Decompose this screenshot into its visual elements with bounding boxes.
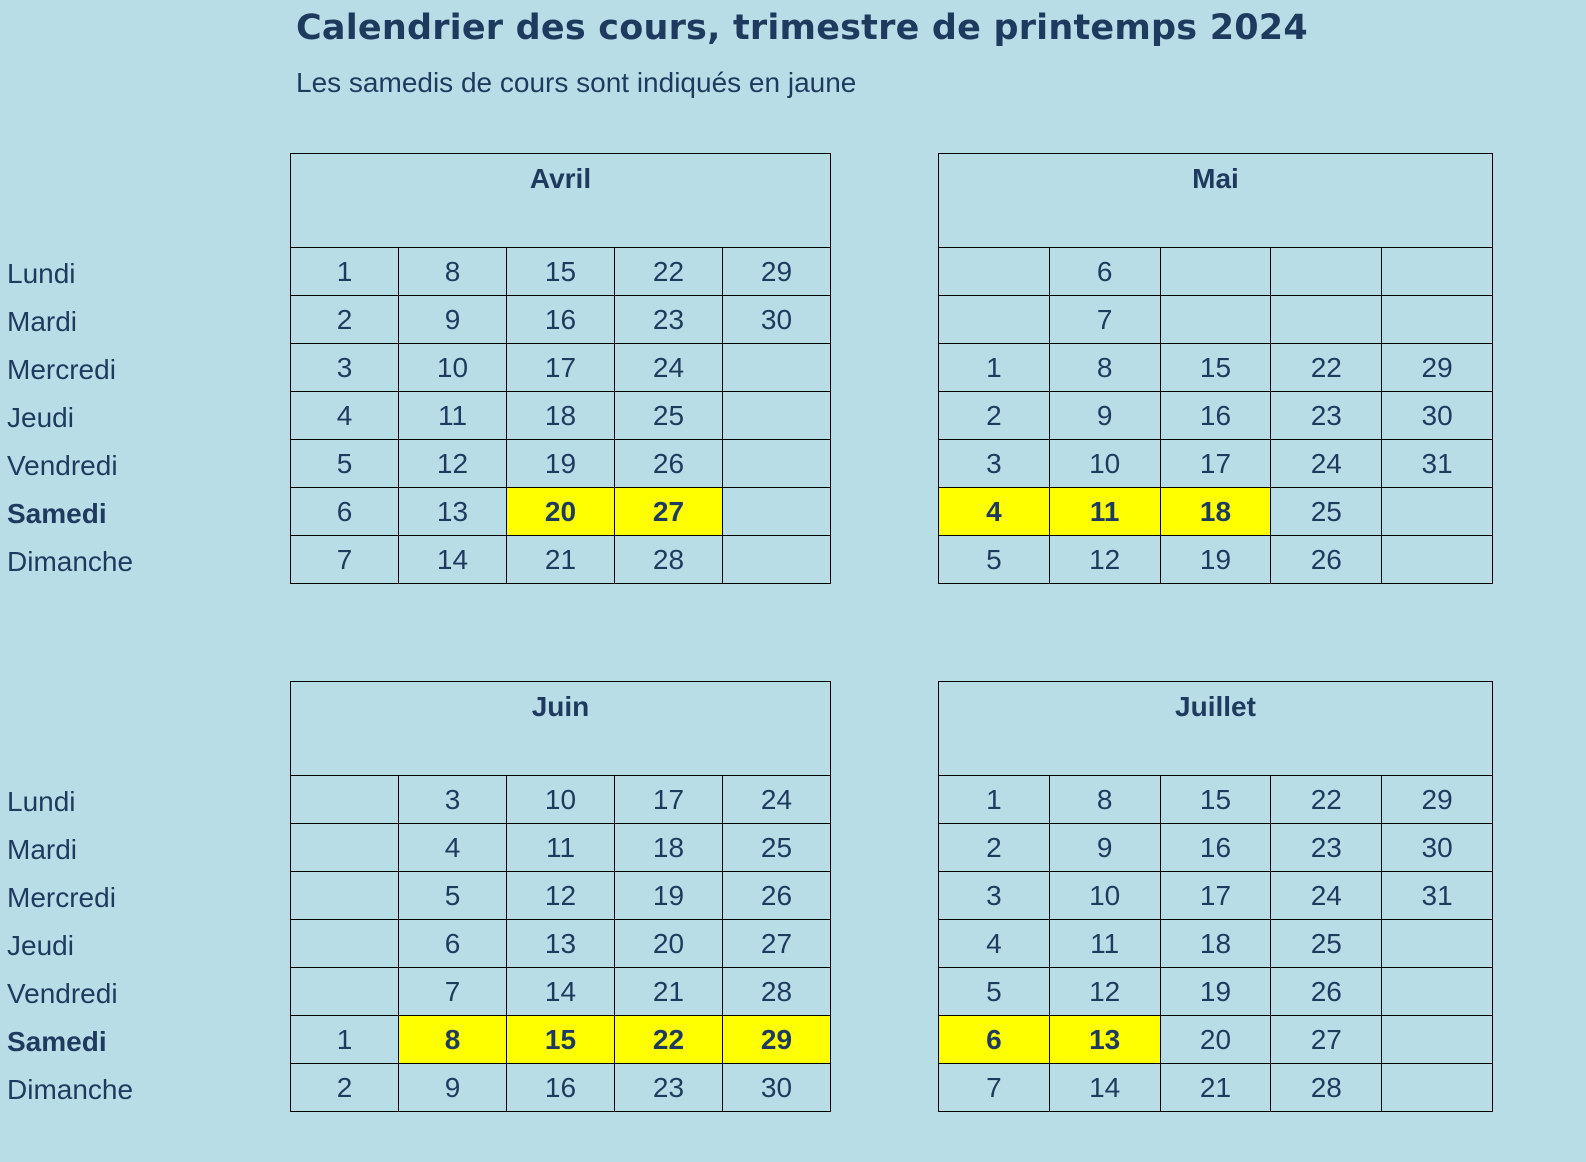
month-title: Juin [291,682,831,776]
day-cell: 12 [507,872,615,920]
day-cell: 16 [1160,392,1271,440]
day-cell: 14 [507,968,615,1016]
day-cell: 24 [723,776,831,824]
day-cell: 24 [1271,440,1382,488]
day-cell [1271,296,1382,344]
week-row [291,536,831,584]
week-row [939,488,1493,536]
day-labels-top [7,250,277,586]
day-cell [723,488,831,536]
highlighted-day-cell: 20 [507,488,615,536]
week-row [939,776,1493,824]
day-cell: 2 [939,824,1050,872]
day-cell: 23 [615,1064,723,1112]
day-cell: 2 [939,392,1050,440]
month-body [291,776,831,1112]
day-cell: 22 [615,248,723,296]
day-cell: 19 [1160,968,1271,1016]
day-cell [291,920,399,968]
week-row [291,776,831,824]
month-table [290,153,831,584]
page-subtitle: Les samedis de cours sont indiqués en jaune [296,67,857,98]
day-cell: 29 [1382,344,1493,392]
day-cell: 31 [1382,440,1493,488]
highlighted-day-cell: 27 [615,488,723,536]
day-cell: 21 [507,536,615,584]
day-cell [291,968,399,1016]
day-cell: 4 [291,392,399,440]
day-cell: 14 [1049,1064,1160,1112]
day-cell: 11 [1049,920,1160,968]
week-row [291,920,831,968]
highlighted-day-cell: 13 [1049,1016,1160,1064]
day-cell: 28 [615,536,723,584]
day-cell [291,824,399,872]
day-cell: 30 [723,296,831,344]
week-row [939,440,1493,488]
month-calendar-avril [290,153,831,584]
week-row [291,392,831,440]
day-cell: 25 [1271,920,1382,968]
day-cell: 20 [1160,1016,1271,1064]
day-cell [1382,488,1493,536]
week-row [939,344,1493,392]
day-cell: 28 [1271,1064,1382,1112]
day-label-samedi: Samedi [7,1026,107,1057]
day-cell: 6 [291,488,399,536]
day-cell: 3 [399,776,507,824]
day-cell: 19 [615,872,723,920]
month-calendar-juillet [938,681,1493,1112]
day-cell: 19 [507,440,615,488]
day-cell: 30 [1382,392,1493,440]
day-cell: 3 [939,872,1050,920]
day-cell: 21 [1160,1064,1271,1112]
day-cell [723,392,831,440]
day-cell: 8 [399,248,507,296]
month-title: Avril [291,154,831,248]
day-cell: 2 [291,296,399,344]
day-cell [1382,1064,1493,1112]
day-label-mardi: Mardi [7,306,78,337]
day-cell: 7 [1049,296,1160,344]
day-label-dimanche: Dimanche [7,1074,134,1105]
day-label-mercredi: Mercredi [7,882,116,913]
day-cell: 14 [399,536,507,584]
day-cell [1160,296,1271,344]
day-cell: 31 [1382,872,1493,920]
day-cell: 5 [291,440,399,488]
day-cell: 9 [399,1064,507,1112]
week-row [291,824,831,872]
day-cell: 17 [615,776,723,824]
day-cell: 11 [507,824,615,872]
day-cell: 25 [615,392,723,440]
day-cell [1382,1016,1493,1064]
week-row [939,968,1493,1016]
day-cell: 4 [399,824,507,872]
month-body [939,776,1493,1112]
highlighted-day-cell: 29 [723,1016,831,1064]
week-row [939,1064,1493,1112]
day-cell: 17 [1160,440,1271,488]
highlighted-day-cell: 18 [1160,488,1271,536]
day-cell: 22 [1271,344,1382,392]
day-cell [1382,296,1493,344]
week-row [939,296,1493,344]
week-row [291,296,831,344]
day-cell: 16 [507,1064,615,1112]
month-table [938,153,1493,584]
day-cell: 8 [1049,776,1160,824]
day-cell: 11 [399,392,507,440]
day-cell: 9 [399,296,507,344]
day-cell [723,440,831,488]
highlighted-day-cell: 15 [507,1016,615,1064]
day-cell: 26 [1271,968,1382,1016]
day-cell: 26 [615,440,723,488]
day-cell [291,872,399,920]
week-row [291,872,831,920]
day-cell: 18 [507,392,615,440]
month-body [939,248,1493,584]
day-cell: 16 [507,296,615,344]
day-cell: 2 [291,1064,399,1112]
day-cell: 6 [1049,248,1160,296]
day-cell: 15 [1160,776,1271,824]
month-title: Juillet [939,682,1493,776]
day-cell [1160,248,1271,296]
page-title: Calendrier des cours, trimestre de printemps 2024 [296,8,1308,48]
week-row [939,920,1493,968]
week-row [291,968,831,1016]
day-label-mercredi: Mercredi [7,354,116,385]
day-cell: 15 [1160,344,1271,392]
week-row [939,536,1493,584]
month-table [290,681,831,1112]
day-cell: 30 [1382,824,1493,872]
day-cell: 13 [399,488,507,536]
day-cell: 30 [723,1064,831,1112]
day-cell: 15 [507,248,615,296]
day-cell [1271,248,1382,296]
month-calendar-juin [290,681,831,1112]
day-label-jeudi: Jeudi [7,930,74,961]
day-label-vendredi: Vendredi [7,978,118,1009]
highlighted-day-cell: 4 [939,488,1050,536]
day-cell [723,344,831,392]
month-title: Mai [939,154,1493,248]
day-cell: 5 [939,968,1050,1016]
day-cell: 29 [1382,776,1493,824]
day-cell: 4 [939,920,1050,968]
day-cell: 25 [723,824,831,872]
day-cell [939,296,1050,344]
day-cell: 17 [507,344,615,392]
day-cell: 1 [291,248,399,296]
day-cell [1382,248,1493,296]
day-cell: 6 [399,920,507,968]
day-cell: 10 [1049,872,1160,920]
day-cell: 5 [939,536,1050,584]
day-cell: 22 [1271,776,1382,824]
day-cell: 18 [615,824,723,872]
day-cell: 7 [939,1064,1050,1112]
week-row [291,488,831,536]
day-cell: 10 [1049,440,1160,488]
day-labels-bottom [7,778,277,1114]
week-row [939,824,1493,872]
day-cell: 7 [399,968,507,1016]
month-body [291,248,831,584]
day-cell: 10 [399,344,507,392]
day-cell: 9 [1049,824,1160,872]
day-cell: 1 [939,776,1050,824]
week-row [939,872,1493,920]
day-cell: 13 [507,920,615,968]
day-cell: 27 [723,920,831,968]
day-cell: 12 [399,440,507,488]
day-cell: 21 [615,968,723,1016]
day-cell: 12 [1049,968,1160,1016]
day-cell [723,536,831,584]
week-row [291,344,831,392]
day-cell: 18 [1160,920,1271,968]
day-cell: 24 [615,344,723,392]
day-cell: 25 [1271,488,1382,536]
day-cell: 23 [1271,824,1382,872]
day-label-vendredi: Vendredi [7,450,118,481]
day-cell: 17 [1160,872,1271,920]
day-cell: 5 [399,872,507,920]
day-cell: 23 [615,296,723,344]
day-cell: 29 [723,248,831,296]
day-label-mardi: Mardi [7,834,78,865]
day-cell: 8 [1049,344,1160,392]
week-row [939,1016,1493,1064]
day-cell: 12 [1049,536,1160,584]
day-label-lundi: Lundi [7,258,76,289]
highlighted-day-cell: 22 [615,1016,723,1064]
day-label-jeudi: Jeudi [7,402,74,433]
highlighted-day-cell: 8 [399,1016,507,1064]
month-calendar-mai [938,153,1493,584]
day-cell: 26 [723,872,831,920]
highlighted-day-cell: 6 [939,1016,1050,1064]
week-row [939,248,1493,296]
day-cell: 16 [1160,824,1271,872]
day-cell: 19 [1160,536,1271,584]
week-row [291,440,831,488]
day-cell: 20 [615,920,723,968]
week-row [939,392,1493,440]
day-label-dimanche: Dimanche [7,546,134,577]
day-cell: 7 [291,536,399,584]
day-label-lundi: Lundi [7,786,76,817]
day-cell: 1 [291,1016,399,1064]
day-cell [939,248,1050,296]
day-cell: 9 [1049,392,1160,440]
week-row [291,1016,831,1064]
day-cell: 10 [507,776,615,824]
highlighted-day-cell: 11 [1049,488,1160,536]
day-label-samedi: Samedi [7,498,107,529]
day-cell: 27 [1271,1016,1382,1064]
day-cell [1382,968,1493,1016]
week-row [291,248,831,296]
day-cell: 23 [1271,392,1382,440]
day-cell: 3 [939,440,1050,488]
day-cell: 26 [1271,536,1382,584]
day-cell [291,776,399,824]
day-cell [1382,536,1493,584]
day-cell: 3 [291,344,399,392]
week-row [291,1064,831,1112]
day-cell: 28 [723,968,831,1016]
day-cell: 1 [939,344,1050,392]
day-cell [1382,920,1493,968]
month-table [938,681,1493,1112]
day-cell: 24 [1271,872,1382,920]
